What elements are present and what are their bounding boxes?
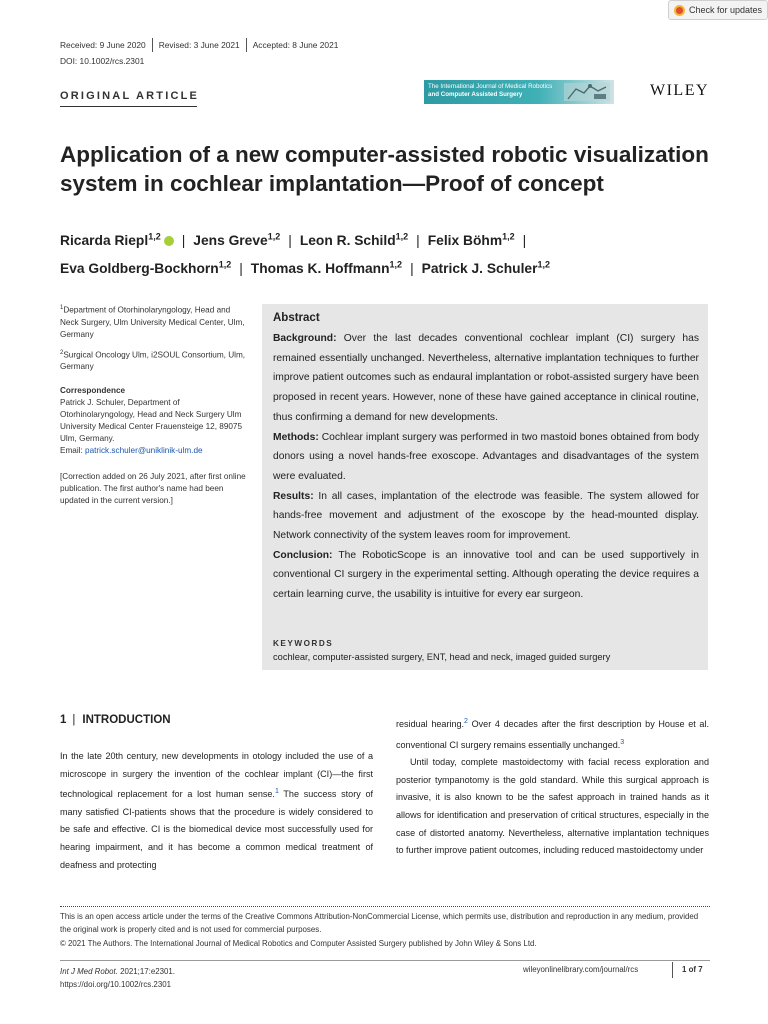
abstract-methods: Methods: Cochlear implant surgery was performed in two mastoid bones obtained from body donors using a novel hands-free exoscope. Advantages and disadvantages of the system were evaluated.: [273, 431, 699, 482]
copyright-note: © 2021 The Authors. The International Journal of Medical Robotics and Computer Assisted Surgery published by John Wiley & Sons Ltd.: [60, 939, 537, 948]
divider: [246, 38, 247, 52]
footer-rule: [60, 906, 710, 907]
paragraph: residual hearing.$^2$ Over 4 decades after the first description by House et al. conventional CI surgery remains essentially unchanged.$^3$: [396, 718, 709, 750]
author[interactable]: Leon R. Schild$^{1,2}$: [299, 231, 409, 248]
accepted-date: Accepted: 8 June 2021: [252, 40, 339, 50]
author-list: Ricarda Riepl$^{1,2}$ | Jens Greve$^{1,2}$ | Leon R. Schild$^{1,2}$ | Felix Böhm$^{1,2}$ | Eva Goldberg-Bockhorn$^{1,2}$ | Thomas K. Hoffmann$^{1,2}$ | Patrick J. Schuler$^{1,2}$: [60, 231, 550, 277]
check-for-updates-button[interactable]: [668, 0, 768, 20]
divider: [152, 38, 153, 52]
author[interactable]: Felix Böhm$^{1,2}$: [427, 231, 515, 248]
keywords-heading: KEYWORDS: [273, 639, 334, 648]
citation: Int J Med Robot. 2021;17:e2301. https://doi.org/10.1002/rcs.2301: [60, 967, 175, 989]
abstract-heading: Abstract: [273, 312, 320, 324]
page-number: 1 of 7: [682, 965, 703, 974]
journal-name-line1: The International Journal of Medical Robotics: [428, 83, 553, 90]
abstract-background: Background: Over the last decades conventional cochlear implant (CI) surgery has remained essentially unchanged. Nevertheless, alternative implantation techniques to further improve patient outcomes such as endaural implantation or robot-assisted surgery have been proposed in recent years. However, none of these have gained acceptance in clinical routine, thus confirming a demand for new developments.: [273, 333, 699, 423]
paragraph: In the late 20th century, new developments in otology included the use of a microscope in surgery the invention of the cochlear implant (CI)—the first technological replacement for a lost human sense.$^1$ The success story of many satisfied CI-patients shows that the procedure is widely considered to be safe and effective. CI is the biomedical device most successfully used for hearing impairment, and it has become a common medical treatment of deafness and protecting: [60, 751, 373, 870]
orcid-icon[interactable]: [164, 236, 174, 246]
crossmark-icon: [674, 5, 685, 16]
author[interactable]: Thomas K. Hoffmann$^{1,2}$: [250, 259, 403, 277]
abstract-results: Results: In all cases, implantation of the electrode was feasible. The system allowed for hands-free movement and adjustment of the exoscope by the head-mounted display. Network connectivity of the system leaves room for improvement.: [273, 490, 699, 542]
citation-link[interactable]: 3: [620, 738, 625, 746]
section-heading: 1 | INTRODUCTION: [60, 714, 171, 726]
author[interactable]: Ricarda Riepl$^{1,2}$: [60, 231, 161, 248]
affiliation-2: $^2$Surgical Oncology Ulm, i2SOUL Consortium, Ulm, Germany: [60, 349, 246, 372]
robot-illustration-icon: [564, 83, 610, 101]
keywords: cochlear, computer-assisted surgery, ENT, head and neck, imaged guided surgery: [273, 652, 611, 662]
correspondence-address: Patrick J. Schuler, Department of Otorhinolaryngology, Head and Neck Surgery Ulm University Medical Center Frauensteige 12, 89075 Ulm, Germany.: [60, 398, 243, 444]
body-column-right: [396, 713, 709, 860]
divider: [672, 962, 673, 978]
author[interactable]: Patrick J. Schuler$^{1,2}$: [421, 259, 550, 277]
email-line: Email: patrick.schuler@uniklinik-ulm.de: [60, 446, 203, 456]
journal-banner: [424, 80, 614, 104]
license-note: This is an open access article under the terms of the Creative Commons Attribution-NonCommercial License, which permits use, distribution and reproduction in any medium, provided the original work is properly cited and is not used for commercial purposes.: [60, 912, 699, 934]
correspondence-heading: Correspondence: [60, 386, 126, 396]
abstract-conclusion: Conclusion: The RoboticScope is an innovative tool and can be used supportively in conventional CI surgery in the experimental setting. Although operating the device requires a certain learning curve, the usability is intuitive for every ear surgeon.: [273, 549, 699, 601]
article-title: Application of a new computer-assisted robotic visualization system in cochlear implantation—Proof of concept: [60, 142, 709, 196]
email-link[interactable]: patrick.schuler@uniklinik-ulm.de: [85, 446, 203, 456]
body-column-left: [60, 748, 373, 874]
correction-note: [Correction added on 26 July 2021, after first online publication. The first author's name had been updated in the current version.]: [60, 472, 246, 506]
article-dates: [60, 38, 338, 52]
abstract-box: [262, 304, 708, 670]
citation-doi[interactable]: https://doi.org/10.1002/rcs.2301: [60, 980, 171, 989]
revised-date: Revised: 3 June 2021: [158, 40, 240, 50]
citation-link[interactable]: 1: [274, 788, 279, 796]
author[interactable]: Jens Greve$^{1,2}$: [193, 231, 281, 248]
check-for-updates-label: Check for updates: [689, 5, 763, 15]
journal-name-line2: and Computer Assisted Surgery: [428, 91, 523, 98]
publisher-logo: WILEY: [650, 82, 710, 99]
paragraph: Until today, complete mastoidectomy with facial recess exploration and posterior tympanotomy is the gold standard. While this surgical approach is invasive, it is also known to be the safest approach in trained hands as it allows for identification and preservation of critical structures, especially in the case of distorted anatomy. Nevertheless, alternative implantation techniques to further improve patient outcomes, including reduced mastoidectomy under: [396, 757, 709, 856]
affiliations-panel: [60, 302, 247, 513]
journal-website[interactable]: wileyonlinelibrary.com/journal/rcs: [523, 965, 639, 974]
citation-rule: [60, 960, 710, 961]
citation-link[interactable]: 2: [464, 718, 468, 725]
affiliation-1: $^1$Department of Otorhinolaryngology, Head and Neck Surgery, Ulm University Medical Center, Ulm, Germany: [60, 305, 245, 339]
received-date: Received: 9 June 2020: [60, 40, 146, 50]
doi: DOI: 10.1002/rcs.2301: [60, 56, 145, 66]
author[interactable]: Eva Goldberg-Bockhorn$^{1,2}$: [60, 259, 232, 277]
article-type-rule: [60, 106, 197, 107]
article-type: ORIGINAL ARTICLE: [60, 90, 200, 102]
